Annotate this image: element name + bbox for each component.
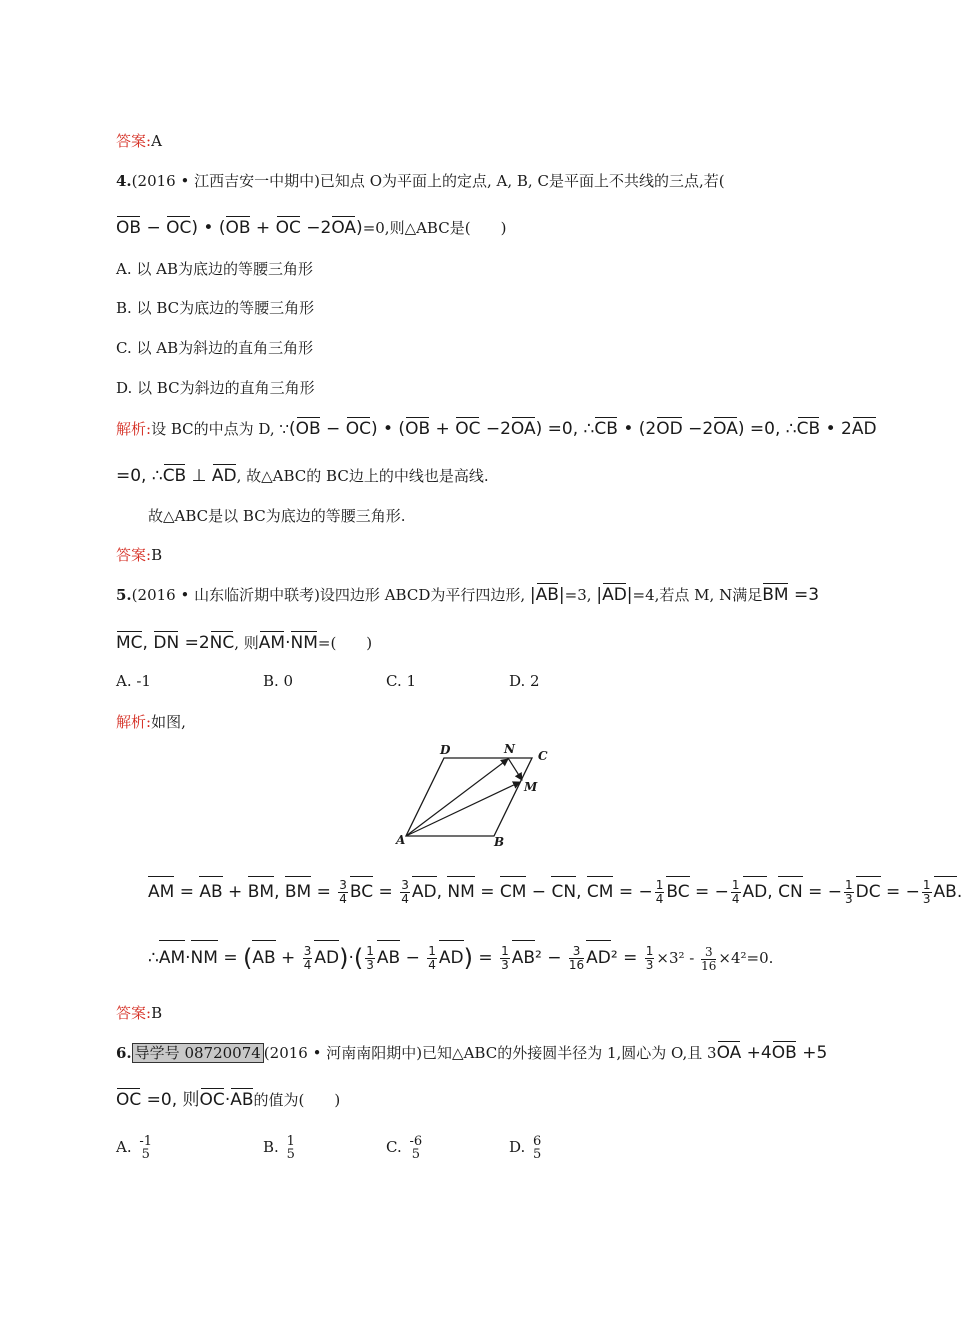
option-a: A. -1 5	[116, 1134, 153, 1162]
analysis-5-line1	[148, 876, 962, 907]
option-d: D. 6 5	[509, 1134, 542, 1162]
option-b: B. 以 BC为底边的等腰三角形	[116, 299, 315, 317]
analysis-label: 解析:	[116, 420, 152, 438]
math-expression: =0, ∴CB ⊥ AD	[116, 466, 237, 486]
question-5-conditions: MC, DN =2NC, 则AM·NM=( )	[116, 633, 373, 653]
question-6-stem: 6. 导学号 08720074 (2016 • 河南南阳期中)已知△ABC的外接圆半径为 1,圆心为 O,且 3OA +4OB +5	[116, 1043, 828, 1063]
question-text: (2016 • 河南南阳期中)已知△ABC的外接圆半径为 1,圆心为 O,且 3	[263, 1044, 717, 1062]
question-4-stem	[116, 171, 725, 191]
answer-5	[116, 1003, 162, 1023]
analysis-4-line2	[116, 466, 489, 486]
label-b: B	[494, 835, 505, 849]
option-d: D. 以 BC为斜边的直角三角形	[116, 379, 315, 397]
option-c: C. 1	[386, 672, 417, 690]
option-a: A. -1	[116, 672, 151, 690]
answer-label: 答案:	[116, 1004, 152, 1022]
analysis-text: , 故△ABC的 BC边上的中线也是高线.	[236, 467, 489, 485]
question-number: 5.	[116, 586, 132, 604]
vector-an	[406, 759, 508, 836]
option-b: B. 1 5	[263, 1134, 295, 1162]
analysis-4-line1	[116, 419, 877, 439]
vector-nm	[508, 758, 522, 780]
answer-label: 答案:	[116, 546, 152, 564]
answer-value: B	[151, 546, 163, 564]
label-d: D	[440, 743, 451, 757]
option-a: A. 以 AB为底边的等腰三角形	[116, 260, 313, 278]
question-5-stem: 5.(2016 • 山东临沂期中联考)设四边形 ABCD为平行四边形, |AB|=3, |AD|=4,若点 M, N满足BM =3	[116, 585, 820, 605]
analysis-label: 解析:	[116, 713, 152, 731]
math-expression: (OB − OC) • (OB + OC −2OA) =0, ∴CB • (2OD −2OA) =0, ∴CB • 2AD	[288, 419, 877, 439]
math-expression: ∴AM·NM = (AB + $\frac{3}{4}$ AD)·( $\frac{1}{3}$ AB − $\frac{1}{4}$ AD) = $\frac{1}{3}$ AB² − $\frac{3}{16}$ AD² = $\frac{1}{3}$	[148, 948, 656, 968]
question-6-condition: OC =0, 则OC·AB的值为( )	[116, 1090, 341, 1110]
question-text: (2016 • 江西吉安一中期中)已知点 O为平面上的定点, A, B, C是平面上不共线的三点,若(	[131, 172, 725, 190]
label-n: N	[504, 742, 515, 756]
label-a: A	[396, 833, 406, 847]
option-d: D. 2	[509, 672, 540, 690]
vector-am	[406, 782, 520, 836]
question-text: (2016 • 山东临沂期中联考)设四边形 ABCD为平行四边形,	[131, 586, 526, 604]
answer-4	[116, 545, 162, 565]
label-c: C	[538, 749, 548, 763]
analysis-4-line3: 故△ABC是以 BC为底边的等腰三角形.	[148, 507, 406, 525]
answer-value: B	[151, 1004, 163, 1022]
question-number: 4.	[116, 172, 132, 190]
answer-3	[116, 131, 162, 151]
label-m: M	[524, 780, 538, 794]
option-b: B. 0	[263, 672, 294, 690]
math-expression: AM = AB + BM, BM = $\frac{3}{4}$ BC = $\frac{3}{4}$ AD, NM = CM − CN, CM = − $\frac{1}{4}$ BC = − $\frac{1}{4}$ AD, CN = − $\frac{1}{3}$ DC = − $\frac{1}{3}$ AB.	[148, 877, 962, 906]
question-number: 6.	[116, 1044, 132, 1062]
math-expression: OB − OC) • (OB + OC −2OA)	[116, 218, 363, 238]
answer-value: A	[151, 132, 162, 150]
analysis-text: 设 BC的中点为 D, ∵	[151, 420, 289, 438]
parallelogram-figure	[390, 738, 560, 850]
question-4-equation	[116, 218, 506, 238]
analysis-5-line2: ∴AM·NM = (AB + $\frac{3}{4}$ AD)·( $\frac{1}{3}$ AB − $\frac{1}{4}$ AD) = $\frac{1}{3}$ AB² − $\frac{3}{16}$ AD² = $\frac{1}{3}$ ×3² - $\frac{3}{16}$ ×4²=0.	[148, 940, 773, 975]
answer-label: 答案:	[116, 132, 152, 150]
equation-tail: =0,则△ABC是( )	[362, 219, 507, 237]
parallelogram-outline	[406, 758, 532, 836]
option-c: C. -6 5	[386, 1134, 423, 1162]
reference-badge: 导学号 08720074	[132, 1043, 264, 1063]
option-c: C. 以 AB为斜边的直角三角形	[116, 339, 314, 357]
analysis-5-intro: 解析:如图,	[116, 713, 186, 731]
